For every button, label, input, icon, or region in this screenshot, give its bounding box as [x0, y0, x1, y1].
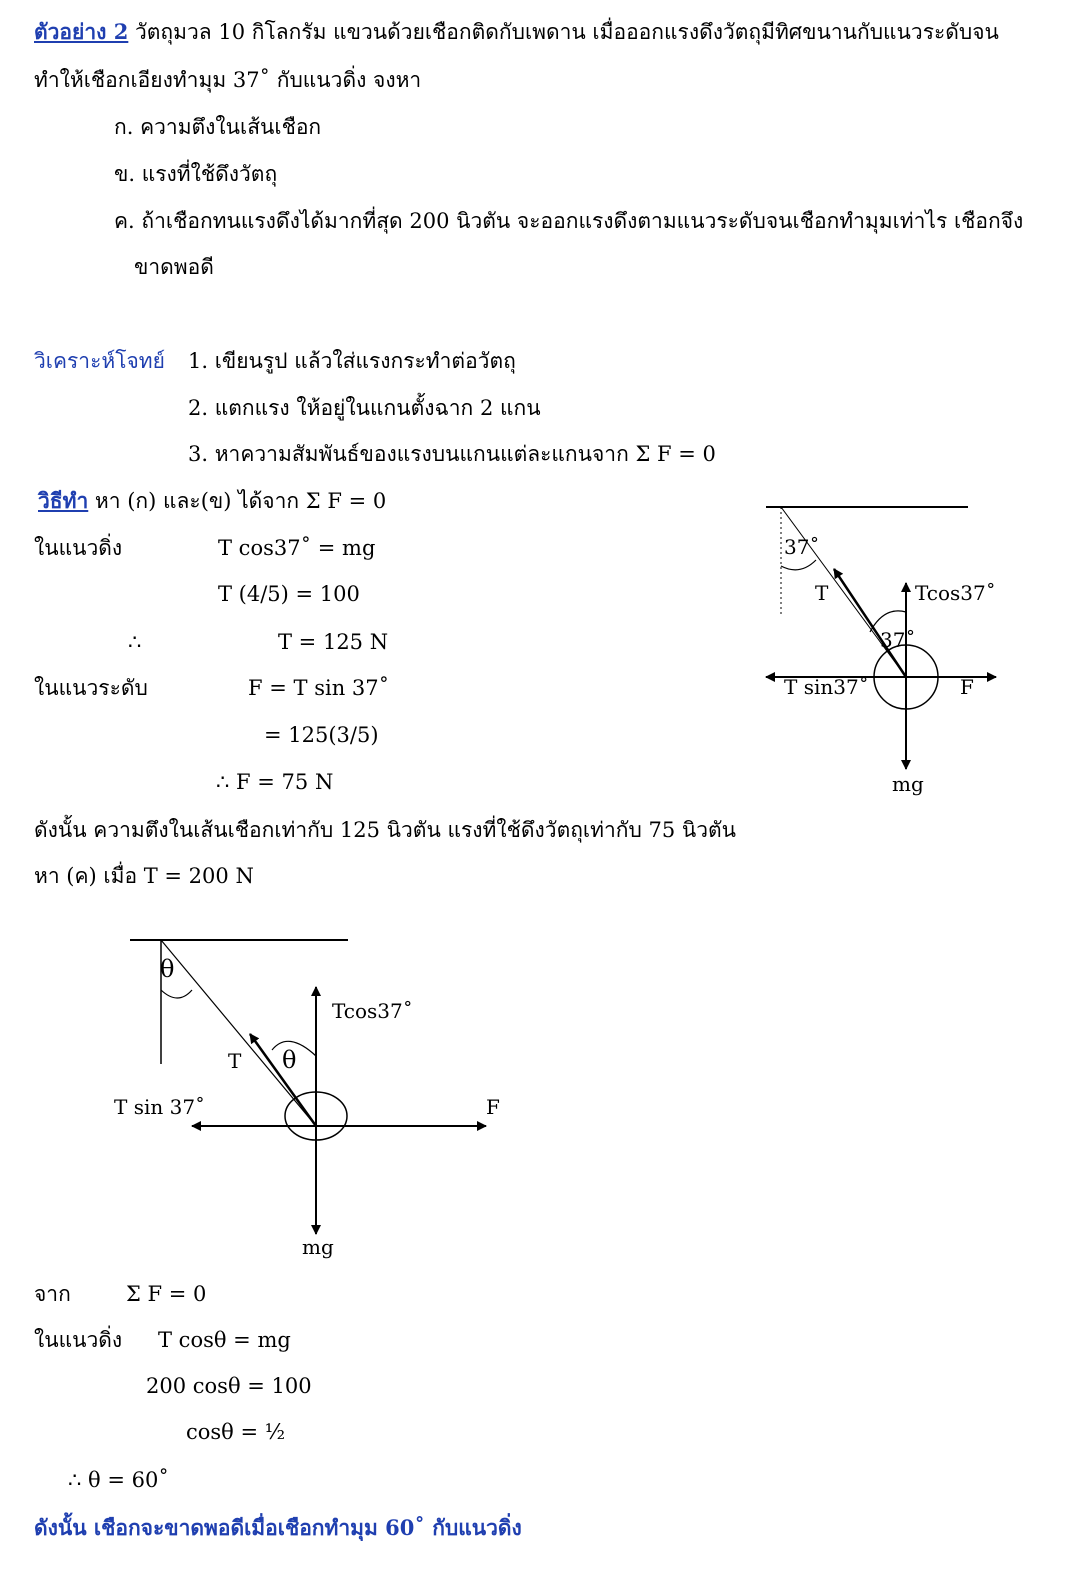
question-b: ข. แรงที่ใช้ดึงวัตถุ [114, 162, 278, 186]
equation-3: T = 125 N [278, 630, 389, 654]
solution-label: วิธีทำ [38, 488, 89, 513]
question-c: ค. ถ้าเชือกทนแรงดึงได้มากที่สุด 200 นิวตัน จะออกแรงดึงตามแนวระดับจนเชือกทำมุมเท่าไร เชือกจึง [114, 209, 1024, 233]
angle-label-top-1: 37˚ [784, 535, 820, 559]
vertical-component-label-1: Tcos37˚ [915, 581, 996, 605]
vertical-component-label-2: Tcos37˚ [332, 999, 413, 1023]
vertical-label-c: ในแนวดิ่ง [34, 1328, 123, 1352]
equation-2: T (4/5) = 100 [218, 582, 360, 606]
question-c-cont: ขาดพอดี [134, 255, 214, 279]
analysis-label: วิเคราะห์โจทย์ [34, 349, 165, 373]
therefore-symbol: ∴ [128, 630, 142, 654]
problem-text-1: วัตถุมวล 10 กิโลกรัม แขวนด้วยเชือกติดกับเพดาน เมื่อออกแรงดึงวัตถุมีทิศขนานกับแนวระดับจน [128, 20, 999, 44]
sum-equation: Σ F = 0 [126, 1282, 207, 1306]
weight-label-2: mg [302, 1235, 334, 1259]
tension-label-1: T [815, 581, 829, 605]
analysis-step-1: 1. เขียนรูป แล้วใส่แรงกระทำต่อวัตถุ [188, 349, 516, 373]
question-a: ก. ความตึงในเส้นเชือก [114, 115, 322, 139]
equation-5: = 125(3/5) [264, 723, 379, 747]
horizontal-label: ในแนวระดับ [34, 676, 148, 700]
from-label: จาก [34, 1282, 71, 1306]
angle-label-mid-1: 37˚ [880, 628, 916, 652]
force-label-2: F [486, 1095, 500, 1119]
angle-label-top-2: θ [160, 955, 175, 983]
tension-label-2: T [228, 1049, 242, 1073]
equation-4: F = T sin 37˚ [248, 676, 390, 700]
free-body-diagram-1 [766, 507, 996, 796]
angle-label-mid-2: θ [282, 1046, 297, 1074]
equation-6: ∴ F = 75 N [216, 770, 334, 794]
final-conclusion: ดังนั้น เชือกจะขาดพอดีเมื่อเชือกทำมุม 60˚ กับแนวดิ่ง [34, 1515, 522, 1540]
equation-1: T cos37˚ = mg [218, 536, 376, 560]
analysis-step-2: 2. แตกแรง ให้อยู่ในแกนตั้งฉาก 2 แกน [188, 396, 541, 420]
tension-arrow-1 [834, 569, 906, 677]
part-c-heading: หา (ค) เมื่อ T = 200 N [34, 864, 254, 888]
force-label-1: F [960, 675, 974, 699]
angle-arc-top-1 [781, 560, 816, 570]
equation-c-3: cosθ = ½ [186, 1420, 286, 1444]
vertical-label: ในแนวดิ่ง [34, 536, 123, 560]
horizontal-component-label-2: T sin 37˚ [114, 1095, 206, 1119]
equation-c-2: 200 cosθ = 100 [146, 1374, 312, 1398]
equation-c-4: ∴ θ = 60˚ [68, 1468, 169, 1492]
equation-c-1: T cosθ = mg [158, 1328, 291, 1352]
angle-arc-top-2 [161, 990, 192, 998]
horizontal-component-label-1: T sin37˚ [784, 675, 869, 699]
analysis-step-3: 3. หาความสัมพันธ์ของแรงบนแกนแต่ละแกนจาก Σ F = 0 [188, 442, 716, 466]
free-body-diagram-2 [114, 940, 500, 1259]
problem-line-2: ทำให้เชือกเอียงทำมุม 37˚ กับแนวดิ่ง จงหา [34, 68, 422, 92]
example-label: ตัวอย่าง 2 [34, 19, 129, 44]
weight-label-1: mg [892, 772, 924, 796]
conclusion-1: ดังนั้น ความตึงในเส้นเชือกเท่ากับ 125 นิวตัน แรงที่ใช้ดึงวัตถุเท่ากับ 75 นิวตัน [34, 818, 736, 842]
solution-intro: หา (ก) และ(ข) ได้จาก Σ F = 0 [88, 489, 387, 513]
